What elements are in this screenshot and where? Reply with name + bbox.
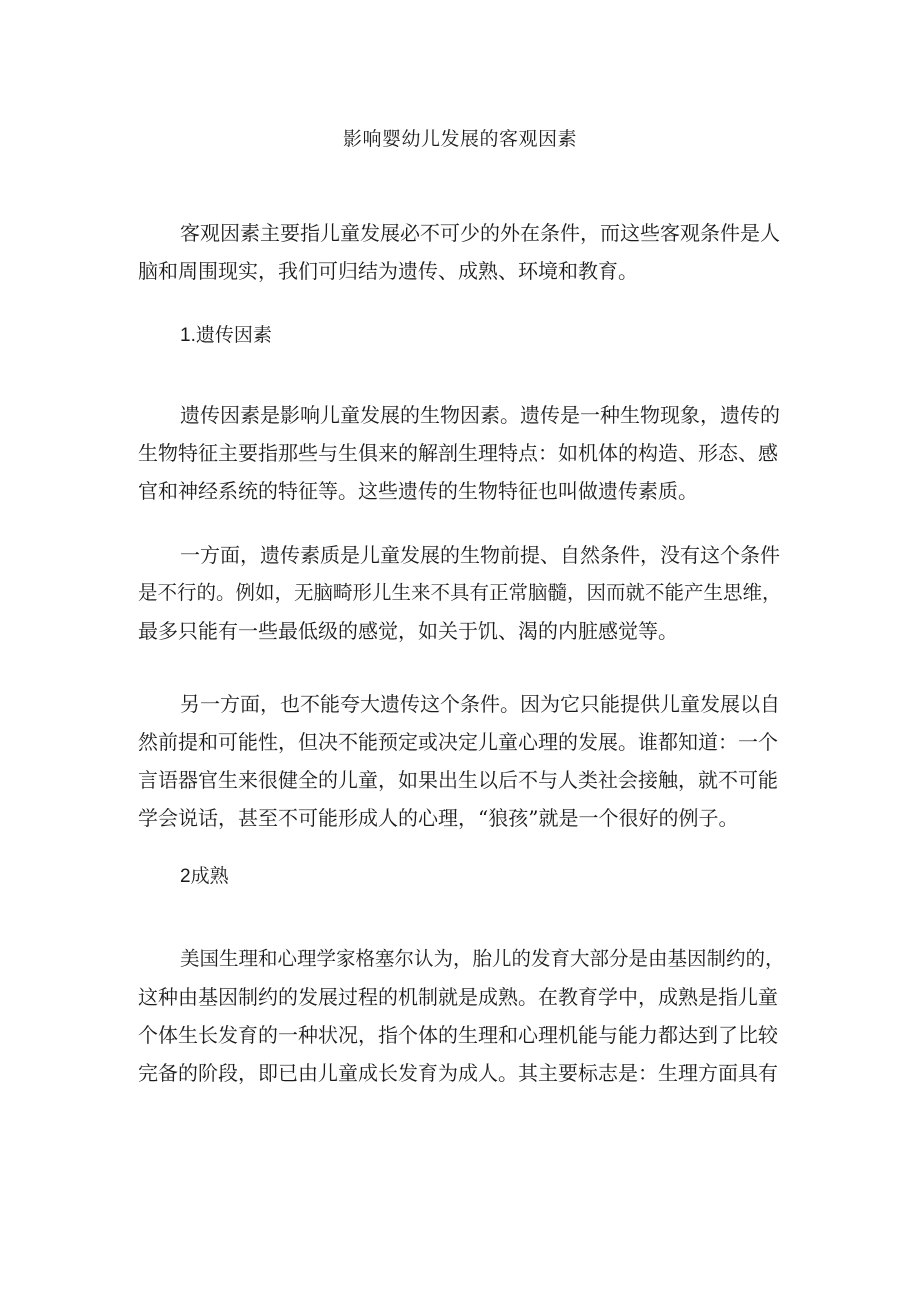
section2-heading: 2成熟 <box>180 866 229 887</box>
text-line: 个体生长发育的一种状况，指个体的生理和心理机能与能力都达到了比较 <box>138 1023 778 1047</box>
text-line: 这种由基因制约的发展过程的机制就是成熟。在教育学中，成熟是指儿童 <box>138 985 778 1009</box>
section1-paragraph-1 <box>138 396 786 510</box>
section1-paragraph-3 <box>138 685 786 837</box>
section2-paragraph-1 <box>138 940 786 1092</box>
text-line: 最多只能有一些最低级的感觉，如关于饥、渴的内脏感觉等。 <box>138 619 678 643</box>
section1-paragraph-2 <box>138 536 786 650</box>
text-line: 学会说话，甚至不可能形成人的心理，“狼孩”就是一个很好的例子。 <box>138 806 739 830</box>
text-line: 美国生理和心理学家格塞尔认为，胎儿的发育大部分是由基因制约的， <box>180 947 785 970</box>
text-line: 脑和周围现实，我们可归结为遗传、成熟、环境和教育。 <box>138 259 638 283</box>
text-line: 完备的阶段，即已由儿童成长发育为成人。其主要标志是：生理方面具有 <box>138 1061 778 1085</box>
text-line: 官和神经系统的特征等。这些遗传的生物特征也叫做遗传素质。 <box>138 479 698 503</box>
document-title: 影响婴幼儿发展的客观因素 <box>342 128 577 150</box>
text-line: 是不行的。例如，无脑畸形儿生来不具有正常脑髓，因而就不能产生思维， <box>138 581 782 604</box>
text-line: 言语器官生来很健全的儿童，如果出生以后不与人类社会接触，就不可能 <box>138 768 778 792</box>
text-line: 生物特征主要指那些与生俱来的解剖生理特点：如机体的构造、形态、感 <box>138 441 778 465</box>
text-line: 一方面，遗传素质是儿童发展的生物前提、自然条件，没有这个条件 <box>180 543 780 567</box>
section1-heading: 1.遗传因素 <box>180 325 272 346</box>
text-line: 另一方面，也不能夸大遗传这个条件。因为它只能提供儿童发展以自 <box>180 692 780 716</box>
intro-paragraph <box>138 214 786 290</box>
text-line: 客观因素主要指儿童发展必不可少的外在条件，而这些客观条件是人 <box>180 221 780 245</box>
text-line: 然前提和可能性，但决不能预定或决定儿童心理的发展。谁都知道：一个 <box>138 730 778 754</box>
text-line: 遗传因素是影响儿童发展的生物因素。遗传是一种生物现象，遗传的 <box>180 403 780 427</box>
